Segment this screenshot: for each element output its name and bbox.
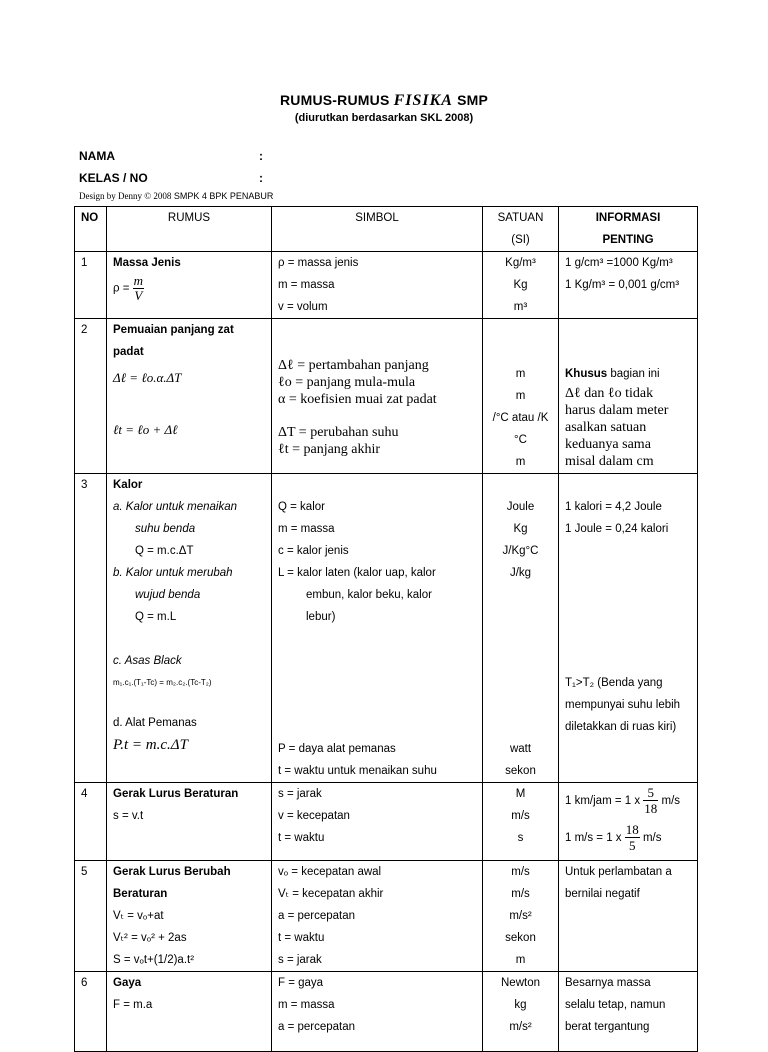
kelas-colon: : — [259, 171, 263, 185]
header-rumus: RUMUS — [107, 207, 272, 252]
row-info — [559, 319, 698, 474]
rumus-formula: Vₜ² = vₒ² + 2as — [113, 932, 187, 944]
design-credit — [79, 191, 273, 201]
simbol-line: P = daya alat pemanas — [278, 743, 396, 755]
simbol-line: t = waktu — [278, 832, 325, 844]
table-header-row — [75, 207, 698, 252]
satuan-line: Newton — [501, 977, 540, 989]
rumus-formula: F = m.a — [113, 999, 153, 1011]
simbol-line: lebur) — [306, 611, 336, 623]
row-simbol — [272, 783, 483, 861]
info-bold: Khusus — [565, 368, 608, 380]
table-row — [75, 474, 698, 783]
row-info — [559, 252, 698, 319]
row-simbol — [272, 474, 483, 783]
row-no: 3 — [75, 474, 107, 783]
table-row — [75, 252, 698, 319]
satuan-line: m/s² — [509, 1021, 532, 1033]
page-title — [0, 92, 768, 110]
rumus-name: Massa Jenis — [113, 257, 181, 269]
sub-label-b-cont: wujud benda — [135, 589, 201, 601]
row-rumus — [107, 474, 272, 783]
row-satuan — [483, 319, 559, 474]
row-satuan — [483, 861, 559, 972]
info-line: 1 g/cm³ =1000 Kg/m³ — [565, 257, 673, 269]
satuan-line: s — [517, 832, 524, 844]
satuan-line: sekon — [505, 932, 536, 944]
simbol-line: s = jarak — [278, 788, 322, 800]
simbol-line: ℓo = panjang mula-mula — [278, 375, 416, 390]
header-satuan — [483, 207, 559, 252]
info-line — [565, 363, 691, 385]
sub-label-b: b. Kalor untuk merubah — [113, 567, 233, 579]
formula-d: P.t = m.c.ΔT — [113, 737, 188, 753]
satuan-line: m/s — [511, 866, 530, 878]
header-satuan-line1: SATUAN — [497, 212, 544, 224]
conv-fraction — [643, 785, 658, 816]
row-rumus — [107, 783, 272, 861]
formula-a: Q = m.c.ΔT — [135, 545, 194, 557]
rumus-formula: Vₜ = vₒ+at — [113, 910, 164, 922]
table-row — [75, 319, 698, 474]
satuan-line: m — [515, 390, 526, 402]
row-satuan — [483, 972, 559, 1052]
simbol-line: m = massa — [278, 523, 335, 535]
design-school: SMPK 4 BPK PENABUR — [173, 191, 274, 201]
rumus-name-cont: Beraturan — [113, 888, 168, 900]
rumus-name: Kalor — [113, 479, 143, 491]
satuan-line: Kg — [513, 279, 528, 291]
page-subtitle: (diurutkan berdasarkan SKL 2008) — [294, 112, 474, 124]
info-conversion-1 — [565, 783, 691, 820]
simbol-line: v = kecepatan — [278, 810, 350, 822]
fraction-numerator: 5 — [643, 785, 658, 801]
conv-unit: m/s — [642, 832, 662, 844]
info-line: harus dalam meter — [565, 403, 669, 418]
row-no: 6 — [75, 972, 107, 1052]
satuan-line: m — [515, 456, 526, 468]
rumus-formula: s = v.t — [113, 810, 144, 822]
title-suffix: SMP — [457, 92, 489, 108]
info-line: misal dalam cm — [565, 454, 654, 469]
info-line: mempunyai suhu lebih — [565, 699, 681, 711]
row-no: 4 — [75, 783, 107, 861]
row-no: 1 — [75, 252, 107, 319]
header-info — [559, 207, 698, 252]
fraction-numerator: 18 — [625, 822, 639, 838]
conv-prefix: 1 km/jam = 1 x — [565, 795, 641, 807]
info-line: selalu tetap, namun — [565, 999, 666, 1011]
formula-fraction — [133, 274, 144, 303]
simbol-line: a = percepatan — [278, 910, 356, 922]
rumus-formula: S = vₒt+(1/2)a.t² — [113, 954, 195, 966]
simbol-line: a = percepatan — [278, 1021, 356, 1033]
sub-label-a: a. Kalor untuk menaikan — [113, 501, 238, 513]
satuan-line: /°C atau /K — [492, 412, 549, 424]
info-line: 1 Joule = 0,24 kalori — [565, 523, 669, 535]
title-fisika: FISIKA — [393, 92, 453, 109]
simbol-line: embun, kalor beku, kalor — [306, 589, 432, 601]
fraction-denominator: V — [134, 288, 143, 303]
satuan-line: J/kg — [509, 567, 532, 579]
header-info-line1: INFORMASI — [595, 212, 661, 224]
row-rumus — [107, 972, 272, 1052]
row-simbol — [272, 861, 483, 972]
info-line: Besarnya massa — [565, 977, 651, 989]
conv-fraction — [625, 822, 640, 853]
row-no: 5 — [75, 861, 107, 972]
header-satuan-line2: (SI) — [511, 234, 530, 246]
row-simbol — [272, 319, 483, 474]
rumus-name: Pemuaian panjang zat — [113, 324, 234, 336]
row-simbol — [272, 252, 483, 319]
satuan-line: watt — [509, 743, 532, 755]
satuan-line: m — [515, 368, 526, 380]
simbol-line: Vₜ = kecepatan akhir — [278, 888, 384, 900]
kelas-field — [79, 171, 263, 185]
row-no: 2 — [75, 319, 107, 474]
row-info — [559, 783, 698, 861]
simbol-line: m = massa — [278, 999, 335, 1011]
info-line: diletakkan di ruas kiri) — [565, 721, 677, 733]
satuan-line: °C — [514, 434, 527, 446]
simbol-line: F = gaya — [278, 977, 324, 989]
info-line: Δℓ dan ℓo tidak — [565, 386, 654, 401]
row-satuan — [483, 474, 559, 783]
simbol-line: v = volum — [278, 301, 328, 313]
rumus-name: Gerak Lurus Beraturan — [113, 788, 239, 800]
simbol-line: c = kalor jenis — [278, 545, 349, 557]
formula-table — [74, 206, 698, 1052]
row-rumus — [107, 319, 272, 474]
sub-label-a-cont: suhu benda — [135, 523, 196, 535]
satuan-line: m — [515, 954, 526, 966]
header-no: NO — [75, 207, 107, 252]
satuan-line: m/s² — [509, 910, 532, 922]
simbol-line: ΔT = perubahan suhu — [278, 425, 399, 440]
satuan-line: M — [515, 788, 526, 800]
kelas-label: KELAS / NO — [79, 171, 148, 185]
row-rumus — [107, 252, 272, 319]
info-line: T₁>T₂ (Benda yang — [565, 677, 663, 689]
satuan-line: kg — [514, 999, 527, 1011]
formula-lhs: ρ = — [113, 282, 130, 295]
satuan-line: m/s — [511, 888, 530, 900]
satuan-line: m³ — [513, 301, 528, 313]
simbol-line: L = kalor laten (kalor uap, kalor — [278, 567, 436, 579]
formula-b: Q = m.L — [135, 611, 177, 623]
header-info-line2: PENTING — [602, 234, 654, 246]
simbol-line: Q = kalor — [278, 501, 325, 513]
rumus-name: Gerak Lurus Berubah — [113, 866, 231, 878]
rumus-formula: Δℓ = ℓo.α.ΔT — [113, 370, 182, 385]
info-line: 1 kalori = 4,2 Joule — [565, 501, 662, 513]
simbol-line: t = waktu untuk menaikan suhu — [278, 765, 437, 777]
conv-unit: m/s — [661, 795, 681, 807]
info-line: keduanya sama — [565, 437, 651, 452]
info-line: berat tergantung — [565, 1021, 650, 1033]
fraction-denominator: 18 — [644, 801, 658, 817]
rumus-formula — [113, 274, 265, 303]
row-rumus — [107, 861, 272, 972]
table-row — [75, 783, 698, 861]
row-info — [559, 972, 698, 1052]
rumus-formula: ℓt = ℓo + Δℓ — [113, 422, 178, 437]
sub-label-d: d. Alat Pemanas — [113, 717, 197, 729]
table-row — [75, 861, 698, 972]
conv-prefix: 1 m/s = 1 x — [565, 832, 622, 844]
formula-c: m₁.c₁.(T₁-Tc) = m₂.c₂.(Tc-T₂) — [113, 678, 212, 687]
info-line: Untuk perlambatan a — [565, 866, 672, 878]
row-satuan — [483, 783, 559, 861]
simbol-line: ρ = massa jenis — [278, 257, 359, 269]
info-line: asalkan satuan — [565, 420, 647, 435]
rumus-name: Gaya — [113, 977, 142, 989]
row-satuan — [483, 252, 559, 319]
header-simbol: SIMBOL — [272, 207, 483, 252]
simbol-line: vₒ = kecepatan awal — [278, 866, 382, 878]
satuan-line: sekon — [505, 765, 536, 777]
simbol-line: α = koefisien muai zat padat — [278, 392, 437, 407]
row-info — [559, 861, 698, 972]
fraction-numerator: m — [133, 273, 144, 288]
info-rest: bagian ini — [607, 368, 660, 380]
satuan-line: J/Kg°C — [502, 545, 539, 557]
satuan-line: m/s — [511, 810, 530, 822]
nama-label: NAMA — [79, 149, 115, 163]
table-row — [75, 972, 698, 1052]
satuan-line: Kg — [513, 523, 528, 535]
design-prefix: Design by Denny © 2008 — [79, 191, 172, 201]
simbol-line: ℓt = panjang akhir — [278, 442, 381, 457]
row-simbol — [272, 972, 483, 1052]
nama-colon: : — [259, 149, 263, 163]
satuan-line: Kg/m³ — [505, 257, 536, 269]
simbol-line: t = waktu — [278, 932, 325, 944]
rumus-name-cont: padat — [113, 346, 144, 358]
title-prefix: RUMUS-RUMUS — [279, 92, 390, 108]
satuan-line: Joule — [506, 501, 535, 513]
info-line: 1 Kg/m³ = 0,001 g/cm³ — [565, 279, 680, 291]
nama-field — [79, 149, 263, 163]
simbol-line: Δℓ = pertambahan panjang — [278, 358, 429, 373]
sub-label-c: c. Asas Black — [113, 655, 182, 667]
info-line: bernilai negatif — [565, 888, 640, 900]
simbol-line: m = massa — [278, 279, 335, 291]
info-conversion-2 — [565, 820, 691, 857]
simbol-line: s = jarak — [278, 954, 322, 966]
fraction-denominator: 5 — [629, 838, 636, 854]
row-info — [559, 474, 698, 783]
